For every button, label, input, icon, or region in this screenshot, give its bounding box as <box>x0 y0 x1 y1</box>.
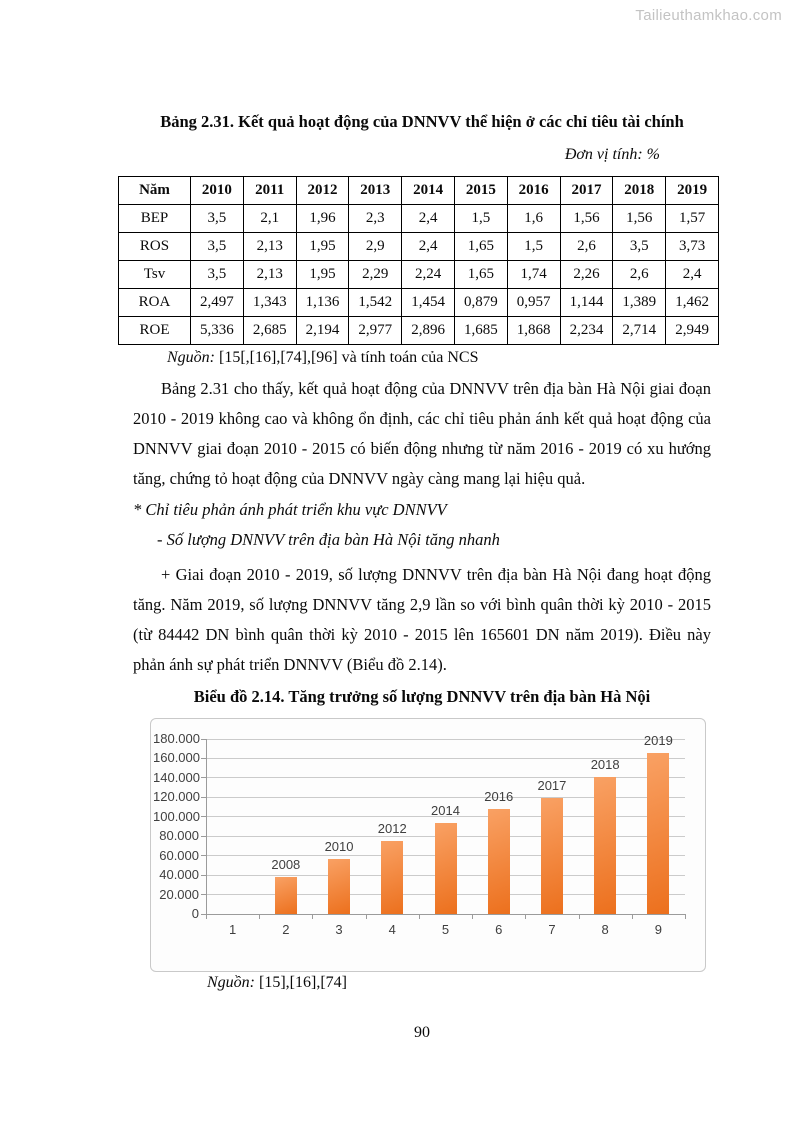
row-label-cell: Tsv <box>119 261 191 289</box>
table-cell: 2,949 <box>666 317 719 345</box>
table-cell: 1,454 <box>402 289 455 317</box>
table-cell: 2,977 <box>349 317 402 345</box>
x-axis-tick <box>419 914 420 919</box>
chart-caption: Biểu đồ 2.14. Tăng trưởng số lượng DNNVV trên địa bàn Hà Nội <box>193 687 651 706</box>
italic-subheading: - Số lượng DNNVV trên địa bàn Hà Nội tăng nhanh <box>157 530 500 549</box>
table-cell: 2,4 <box>666 261 719 289</box>
x-axis-tick <box>685 914 686 919</box>
table-cell: 2,4 <box>402 205 455 233</box>
table-cell: 1,65 <box>454 261 507 289</box>
table-row <box>119 233 719 261</box>
bar-data-label: 2012 <box>377 821 407 836</box>
chart-source-label: Nguồn: <box>207 974 255 991</box>
bar-2008 <box>275 877 297 914</box>
table-row <box>119 289 719 317</box>
bar-data-label: 2018 <box>590 757 620 772</box>
italic-heading: * Chỉ tiêu phản ánh phát triển khu vực DNNVV <box>133 500 447 519</box>
x-axis-tick-label: 6 <box>495 922 503 937</box>
table-cell: 1,95 <box>296 233 349 261</box>
table-source <box>133 349 711 367</box>
x-axis-line <box>206 914 685 915</box>
table-head <box>119 177 719 205</box>
x-axis-tick-label: 3 <box>335 922 343 937</box>
row-label-cell: ROS <box>119 233 191 261</box>
x-axis-tick-label: 7 <box>548 922 556 937</box>
table-cell: 5,336 <box>191 317 244 345</box>
table-cell: 3,73 <box>666 233 719 261</box>
table-source-label: Nguồn: <box>167 349 215 366</box>
table-cell: 2,4 <box>402 233 455 261</box>
financial-table <box>118 176 719 345</box>
table-cell: 1,343 <box>243 289 296 317</box>
table-header-cell: 2014 <box>402 177 455 205</box>
x-axis-tick <box>472 914 473 919</box>
table-cell: 1,56 <box>560 205 613 233</box>
bar-2019 <box>647 753 669 914</box>
table-title: Bảng 2.31. Kết quả hoạt động của DNNVV thể hiện ở các chỉ tiêu tài chính <box>160 112 684 131</box>
x-axis-tick-label: 2 <box>282 922 290 937</box>
x-axis-tick <box>366 914 367 919</box>
y-axis-tick-label: 100.000 <box>153 808 200 824</box>
table-cell: 1,74 <box>507 261 560 289</box>
y-axis-tick-label: 160.000 <box>153 750 200 766</box>
x-axis-tick <box>632 914 633 919</box>
y-axis-tick-label: 40.000 <box>159 867 199 883</box>
table-header-cell: Năm <box>119 177 191 205</box>
table-cell: 2,24 <box>402 261 455 289</box>
table-cell: 1,96 <box>296 205 349 233</box>
table-cell: 1,6 <box>507 205 560 233</box>
table-cell: 3,5 <box>191 233 244 261</box>
table-cell: 2,9 <box>349 233 402 261</box>
bar-2014 <box>435 823 457 914</box>
table-cell: 1,65 <box>454 233 507 261</box>
table-row <box>119 261 719 289</box>
table-cell: 2,714 <box>613 317 666 345</box>
table-cell: 2,685 <box>243 317 296 345</box>
row-label-cell: BEP <box>119 205 191 233</box>
table-header-cell: 2012 <box>296 177 349 205</box>
bar-data-label: 2019 <box>643 733 673 748</box>
bar-data-label: 2017 <box>537 778 567 793</box>
watermark: Tailieuthamkhao.com <box>635 7 782 24</box>
table-cell: 2,26 <box>560 261 613 289</box>
table-cell: 1,5 <box>454 205 507 233</box>
y-axis-line <box>206 739 207 914</box>
paragraph-2: + Giai đoạn 2010 - 2019, số lượng DNNVV trên địa bàn Hà Nội đang hoạt động tăng. Năm 2019, số lượng DNNVV tăng 2,9 lần so với bình quân thời kỳ 2010 - 2015 (từ 84442 DN bình quân thời kỳ 2010 - 2015 lên 165601 DN năm 2019). Điều này phản ánh sự phát triển DNNVV (Biểu đồ 2.14). <box>133 565 711 674</box>
table-header-cell: 2019 <box>666 177 719 205</box>
table-source-text: [15[,[16],[74],[96] và tính toán của NCS <box>215 349 479 366</box>
table-cell: 2,6 <box>613 261 666 289</box>
bar-data-label: 2016 <box>484 789 514 804</box>
bar-data-label: 2008 <box>271 857 301 872</box>
table-header-cell: 2018 <box>613 177 666 205</box>
x-axis-tick-label: 5 <box>441 922 450 937</box>
chart-source <box>207 974 347 992</box>
table-cell: 1,136 <box>296 289 349 317</box>
table-cell: 2,13 <box>243 233 296 261</box>
x-axis-tick-label: 8 <box>601 922 609 937</box>
y-axis-tick-label: 0 <box>191 906 199 921</box>
table-cell: 1,542 <box>349 289 402 317</box>
page-number: 90 <box>414 1024 430 1041</box>
table-cell: 1,95 <box>296 261 349 289</box>
paragraph-1: Bảng 2.31 cho thấy, kết quả hoạt động của DNNVV trên địa bàn Hà Nội giai đoạn 2010 - 2019 không cao và không ổn định, các chỉ tiêu phản ánh kết quả hoạt động của DNNVV giai đoạn 2010 - 2015 có biến động nhưng từ năm 2016 - 2019 có xu hướng tăng, chứng tỏ hoạt động của DNNVV ngày càng mang lại hiệu quả. <box>133 379 711 488</box>
table-cell: 1,57 <box>666 205 719 233</box>
bar-2018 <box>594 777 616 914</box>
bar-data-label: 2014 <box>431 803 460 818</box>
gridline <box>206 739 685 740</box>
row-label-cell: ROE <box>119 317 191 345</box>
table-cell: 3,5 <box>191 205 244 233</box>
y-axis-tick-label: 60.000 <box>159 847 199 863</box>
x-axis-tick <box>579 914 580 919</box>
table-cell: 1,389 <box>613 289 666 317</box>
x-axis-tick <box>206 914 207 919</box>
y-axis-tick-label: 20.000 <box>159 886 199 902</box>
table-cell: 2,1 <box>243 205 296 233</box>
table-cell: 2,3 <box>349 205 402 233</box>
y-axis-tick-label: 140.000 <box>153 769 200 785</box>
y-axis-tick-label: 180.000 <box>153 731 200 746</box>
x-axis-tick-label: 4 <box>388 922 396 937</box>
table-cell: 3,5 <box>613 233 666 261</box>
table-cell: 2,194 <box>296 317 349 345</box>
y-axis-tick-label: 80.000 <box>159 828 199 844</box>
table-cell: 0,879 <box>454 289 507 317</box>
x-axis-tick <box>259 914 260 919</box>
table-cell: 2,6 <box>560 233 613 261</box>
y-axis-tick-label: 120.000 <box>153 789 200 805</box>
x-axis-tick <box>525 914 526 919</box>
table-cell: 2,29 <box>349 261 402 289</box>
bar-data-label: 2010 <box>324 839 354 854</box>
table-cell: 2,13 <box>243 261 296 289</box>
table-header-cell: 2013 <box>349 177 402 205</box>
table-cell: 1,144 <box>560 289 613 317</box>
row-label-cell: ROA <box>119 289 191 317</box>
table-header-cell: 2011 <box>243 177 296 205</box>
chart-source-text: [15],[16],[74] <box>255 974 347 991</box>
table-cell: 1,685 <box>454 317 507 345</box>
bar-2016 <box>488 809 510 914</box>
bar-2017 <box>541 798 563 914</box>
table-header-cell: 2016 <box>507 177 560 205</box>
table-header-cell: 2017 <box>560 177 613 205</box>
table-body <box>119 205 719 345</box>
table-header-row <box>119 177 719 205</box>
table-cell: 1,868 <box>507 317 560 345</box>
bar-2012 <box>381 841 403 914</box>
table-row <box>119 317 719 345</box>
table-cell: 1,56 <box>613 205 666 233</box>
table-cell: 1,462 <box>666 289 719 317</box>
bar-2010 <box>328 859 350 914</box>
table-cell: 3,5 <box>191 261 244 289</box>
chart-canvas <box>150 718 706 972</box>
table-row <box>119 205 719 233</box>
table-cell: 2,896 <box>402 317 455 345</box>
table-cell: 0,957 <box>507 289 560 317</box>
table-header-cell: 2015 <box>454 177 507 205</box>
x-axis-tick-label: 1 <box>228 922 237 937</box>
table-cell: 2,234 <box>560 317 613 345</box>
unit-note: Đơn vị tính: % <box>564 146 660 163</box>
table-cell: 2,497 <box>191 289 244 317</box>
x-axis-tick-label: 9 <box>654 922 662 937</box>
x-axis-tick <box>312 914 313 919</box>
table-header-cell: 2010 <box>191 177 244 205</box>
table-cell: 1,5 <box>507 233 560 261</box>
